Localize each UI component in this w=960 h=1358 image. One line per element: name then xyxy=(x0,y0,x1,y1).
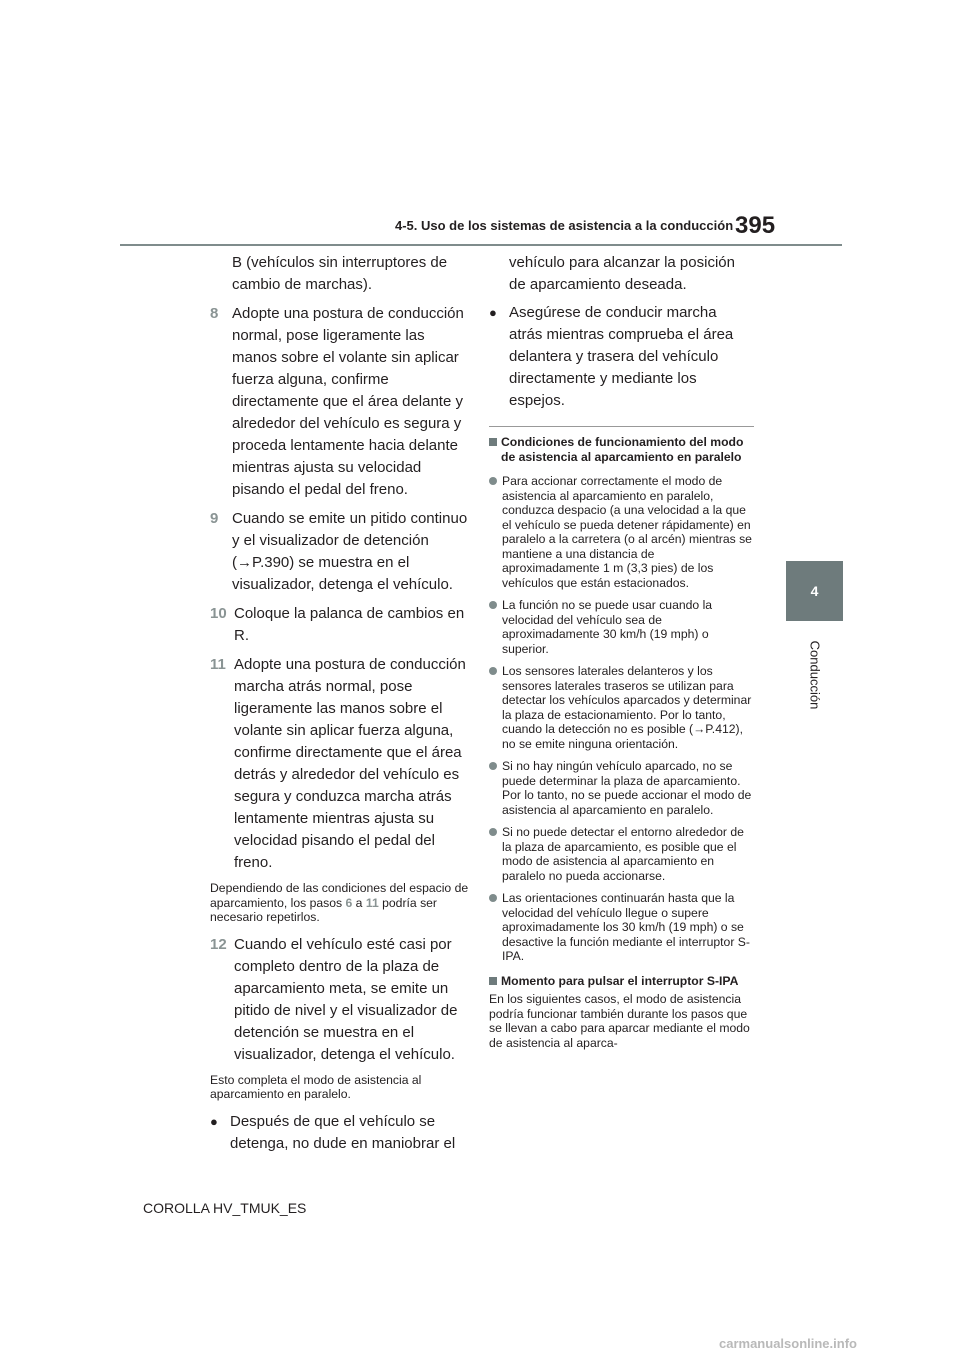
header-title: 4-5. Uso de los sistemas de asistencia a la conducción xyxy=(395,218,734,233)
step-number: 10 xyxy=(210,605,227,622)
continuation-text: vehículo para alcanzar la posición de aparcamiento deseada. xyxy=(509,254,735,293)
item-text: Si no puede detectar el entorno alrededor de la plaza de aparcamiento, es posible que el modo de asistencia al aparcamiento en paralelo no pueda accionarse. xyxy=(502,825,744,883)
section-heading xyxy=(489,435,754,464)
square-icon xyxy=(489,974,501,983)
page-number: 395 xyxy=(735,212,776,239)
square-icon xyxy=(489,435,501,444)
step-10 xyxy=(210,603,470,647)
chapter-label: Conducción xyxy=(807,640,823,710)
heading-text: Momento para pulsar el interruptor S-IPA xyxy=(501,973,739,988)
bullet-icon: ● xyxy=(210,1113,218,1129)
step-number: 9 xyxy=(210,510,219,527)
note-text: a xyxy=(352,895,366,910)
section-divider xyxy=(489,426,754,427)
step-text: Adopte una postura de conducción marcha atrás normal, pose ligeramente las manos sobre el volante sin aplicar fuerza alguna, confirme directamente que el área detrás y alrededor del vehículo es segura y conduzca marcha atrás lentamente mientras ajusta su velocidad pisando el pedal del freno. xyxy=(234,656,466,871)
item-text: Para accionar correctamente el modo de asistencia al aparcamiento en paralelo, conduzca despacio (a una velocidad a la que el vehículo se pueda detener rápidamente) en paralelo a la carretera (o al arcén) mientras se mantiene a una distancia de aproximadamente 1 m (3,3 pies) de los vehículos que están estacionados. xyxy=(502,474,752,590)
item-text: Los sensores laterales delanteros y los sensores laterales traseros se utilizan para detectar los vehículos aparcados y determinar la plaza de estacionamiento. Por lo tanto, cuando la detección no es posible (→P.412), no se emite ninguna orientación. xyxy=(502,664,752,751)
condition-item xyxy=(489,474,754,590)
note-text: Dependiendo de las condiciones del espacio de aparcamiento, los pasos xyxy=(210,881,469,910)
footer-model: COROLLA HV_TMUK_ES xyxy=(143,1200,307,1216)
watermark: carmanualsonline.info xyxy=(719,1336,857,1351)
bullet-item xyxy=(210,1111,470,1155)
item-text: Las orientaciones continuarán hasta que la velocidad del vehículo llegue o supere aproximadamente los 30 km/h (19 mph) o se desactive la función mediante el interruptor S-IPA. xyxy=(502,891,750,963)
step-ref: 11 xyxy=(365,895,379,910)
step-number: 11 xyxy=(210,656,226,673)
step-number: 12 xyxy=(210,935,227,953)
step-text: Cuando el vehículo esté casi por completo dentro de la plaza de aparcamiento meta, se emite un pitido de nivel y el visualizador de detención se muestra en el visualizador, detenga el vehículo. xyxy=(234,935,458,1063)
step-number: 8 xyxy=(210,305,219,322)
step-11 xyxy=(210,654,470,874)
bullet-text: Después de que el vehículo se detenga, no dude en maniobrar el xyxy=(230,1112,456,1152)
continuation-text: B (vehículos sin interruptores de cambio de marchas). xyxy=(232,254,448,293)
completion-note: Esto completa el modo de asistencia al aparcamiento en paralelo. xyxy=(210,1072,422,1101)
item-text: Si no hay ningún vehículo aparcado, no se puede determinar la plaza de aparcamiento. Por lo tanto, no se puede accionar el modo de asistencia al aparcamiento en paralelo. xyxy=(502,759,752,817)
bullet-item xyxy=(489,302,754,412)
step-9 xyxy=(210,508,470,596)
step-8 xyxy=(210,303,470,501)
chapter-side-tab xyxy=(786,561,843,621)
dot-icon xyxy=(489,664,502,751)
header-rule xyxy=(120,244,842,246)
bullet-text: Asegúrese de conducir marcha atrás mientras comprueba el área delantera y trasera del vehículo directamente y mediante los espejos. xyxy=(509,304,734,409)
item-text: La función no se puede usar cuando la velocidad del vehículo sea de aproximadamente 30 km/h (19 mph) o superior. xyxy=(502,598,713,656)
note-text: podría ser necesario repetirlos. xyxy=(210,895,437,924)
left-column xyxy=(210,252,470,1161)
dot-icon xyxy=(489,825,502,883)
section-heading xyxy=(489,974,754,989)
dot-icon xyxy=(489,891,502,964)
bullet-icon: ● xyxy=(489,305,497,320)
right-column xyxy=(489,252,754,1050)
dot-icon xyxy=(489,598,502,656)
step-ref: 6 xyxy=(345,895,353,910)
step-text: Coloque la palanca de cambios en R. xyxy=(234,605,465,644)
chapter-number: 4 xyxy=(810,583,819,599)
condition-item xyxy=(489,598,754,656)
condition-item xyxy=(489,825,754,883)
dot-icon xyxy=(489,759,502,817)
condition-item xyxy=(489,759,754,817)
section-body: En los siguientes casos, el modo de asistencia podría funcionar también durante los pasos que se llevan a cabo para aparcar mediante el modo de asistencia al aparca- xyxy=(489,992,750,1050)
steps-repeat-note xyxy=(210,881,470,925)
step-text: Adopte una postura de conducción normal, pose ligeramente las manos sobre el volante sin aplicar fuerza alguna, confirme directamente que el área delante y alrededor del vehículo es segura y proceda lentamente hacia delante mientras ajusta su velocidad pisando el pedal del freno. xyxy=(232,305,464,498)
step-12 xyxy=(210,934,470,1066)
condition-item xyxy=(489,664,754,751)
condition-item xyxy=(489,891,754,964)
heading-text: Condiciones de funcionamiento del modo de asistencia al aparcamiento en paralelo xyxy=(501,435,744,464)
step-text: Cuando se emite un pitido continuo y el visualizador de detención (→P.390) se muestra en el visualizador, detenga el vehículo. xyxy=(232,510,468,593)
dot-icon xyxy=(489,474,502,590)
